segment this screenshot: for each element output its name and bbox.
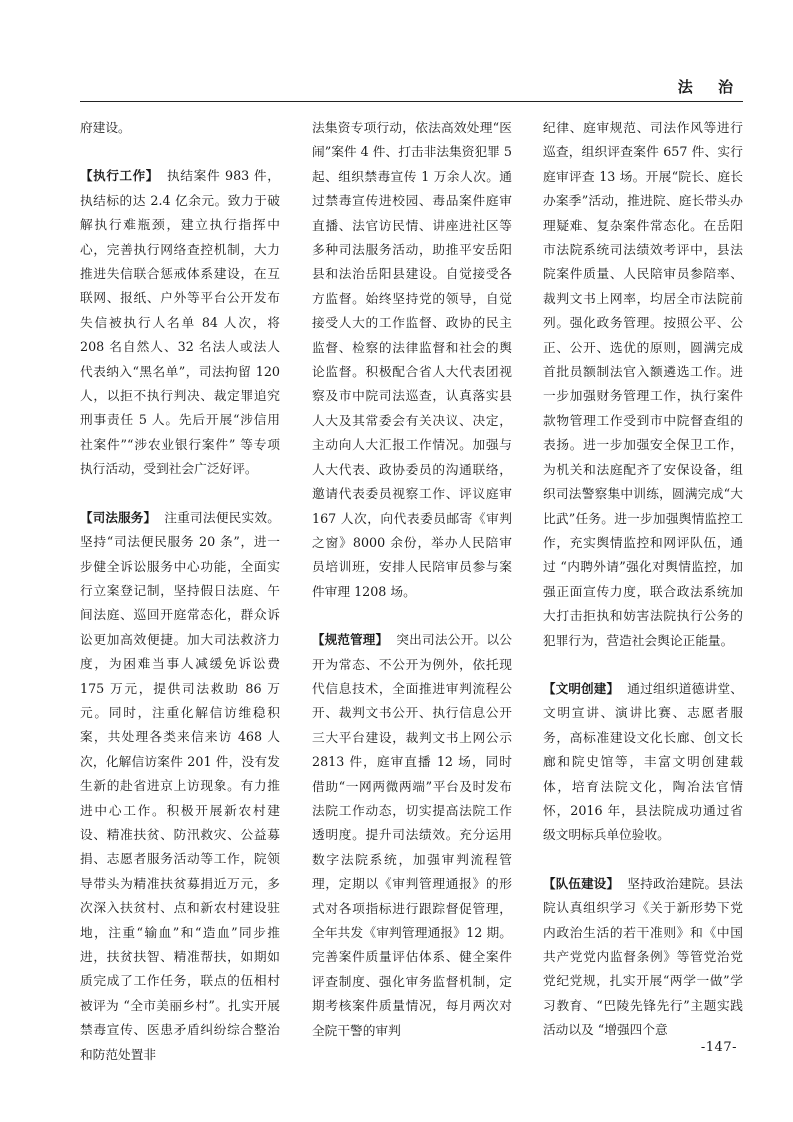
paragraph: 府建设。 [80, 120, 131, 135]
paragraph-civilization [543, 677, 743, 848]
section-heading: 【司法服务】 [80, 509, 157, 525]
paragraph-judicial-service [80, 506, 280, 1067]
header-rule [80, 101, 743, 102]
paragraph-text: 坚持政治建院。县法院认真组织学习《关于新形势下党内政治生活的若干准则》和《中国共产党党内监督条例》等管党治党党纪党规，扎实开展“两学一做”学习教育、“巴陵先锋先行”主题实践活动以及 “增强四个意 [543, 875, 743, 1038]
paragraph-text: 注重司法便民实效。坚持“司法便民服务 20 条”，进一步健全诉讼服务中心功能，全面实行立案登记制，坚持假日法庭、午间法庭、巡回开庭常态化，群众诉讼更加高效便捷。加大司法救济力度，为困难当事人减缓免诉讼费 175 万元，提供司法救助 86 万元。同时，注重化解信访维稳积案，共处理各类来信来访 468 人次，化解信访案件 201 件，没有发生新的赴省进京上访现象。有力推进中心工作。积极开展新农村建设、精准扶贫、防汛救灾、公益募捐、志愿者服务活动等工作，院领导带头为精准扶贫募捐近万元，多次深入扶贫村、点和新农村建设驻地，注重“输血”和“造血”同步推进，扶贫扶智、精准帮扶，如期如质完成了工作任务，联点的伍相村被评为 “全市美丽乡村”。扎实开展禁毒宣传、医患矛盾纠纷综合整治和防范处置非 [80, 509, 280, 1062]
paragraph: 纪律、庭审规范、司法作风等进行巡查，组织评查案件 657 件、实行庭审评查 13 场。开展“院长、庭长办案季”活动，推进院、庭长带头办理疑难、复杂案件常态化。在岳阳市法院系统司法绩效考评中，县法院案件质量、人民陪审员参陪率、裁判文书上网率，均居全市法院前列。强化政务管理。按照公平、公正、公开、选优的原则，圆满完成首批员额制法官入额遴选工作。进一步加强财务管理工作，执行案件款物管理工作受到市中院督查组的表扬。进一步加强安全保卫工作，为机关和法庭配齐了安保设备，组织司法警察集中训练，圆满完成“大比武”任务。进一步加强舆情监控工作，充实舆情监控和网评队伍，通过 “内聘外请”强化对舆情监控，加强正面宣传力度，联合政法系统加大打击拒执和妨害法院执行公务的犯罪行为，营造社会舆论正能量。 [543, 120, 743, 648]
paragraph: 法集资专项行动，依法高效处理“医闹”案件 4 件、打击非法集资犯罪 5 起、组织禁毒宣传 1 万余人次。通过禁毒宣传进校园、毒品案件庭审直播、法官访民情、讲座进社区等多种司法服务活动，助推平安岳阳县和法治岳阳县建设。自觉接受各方监督。始终坚持党的领导，自觉接受人大的工作监督、政协的民主监督、检察的法律监督和社会的舆论监督。积极配合省人大代表团视察及市中院司法巡查，认真落实县人大及其常委会有关决议、决定，主动向人大汇报工作情况。加强与人大代表、政协委员的沟通联络，邀请代表委员视察工作、评议庭审 167 人次，向代表委员邮寄《审判之窗》8000 余份，举办人民陪审员培训班，安排人民陪审员参与案件审理 1208 场。 [312, 120, 512, 599]
paragraph-text: 突出司法公开。以公开为常态、不公开为例外，依托现代信息技术，全面推进审判流程公开、裁判文书公开、执行信息公开三大平台建设，裁判文书上网公示 2813 件，庭审直播 12 场，同时借助“一网两微两端”平台及时发布法院工作动态，切实提高法院工作透明度。提升司法绩效。充分运用数字法院系统，加强审判流程管理，定期以《审判管理通报》的形式对各项指标进行跟踪督促管理，全年共发《审判管理通报》12 期。完善案件质量评估体系、健全案件评查制度、强化审务监督机制，定期考核案件质量情况，每月两次对全院干警的审判 [312, 632, 512, 1038]
column-2 [312, 116, 512, 1043]
paragraph-text: 通过组织道德讲堂、文明宣讲、演讲比赛、志愿者服务，高标准建设文化长廊、创文长廊和院史馆等，丰富文明创建载体，培育法院文化，陶冶法官情怀，2016 年，县法院成功通过省级文明标兵单位验收。 [543, 680, 743, 843]
column-3 [543, 116, 743, 1043]
section-heading: 【文明创建】 [543, 680, 620, 696]
section-heading: 【执行工作】 [80, 168, 159, 184]
column-1 [80, 116, 280, 1067]
section-heading: 【规范管理】 [312, 632, 389, 648]
paragraph-enforcement [80, 164, 280, 481]
paragraph-standard-management [312, 628, 512, 1043]
section-heading: 【队伍建设】 [543, 875, 620, 891]
section-title: 法 治 [677, 78, 743, 96]
paragraph-team-building [543, 872, 743, 1043]
page-number: -147- [700, 1040, 737, 1055]
paragraph-text: 执结案件 983 件，执结标的达 2.4 亿余元。致力于破解执行难瓶颈，建立执行指挥中心，完善执行网络查控机制，大力推进失信联合惩戒体系建设，在互联网、报纸、户外等平台公开发布失信被执行人名单 84 人次，将 208 名自然人、32 名法人或法人代表纳入“黑名单”，司法拘留 120 人，以拒不执行判决、裁定罪追究刑事责任 5 人。先后开展“涉信用社案件”“涉农业银行案件” 等专项执行活动，受到社会广泛好评。 [80, 168, 280, 477]
